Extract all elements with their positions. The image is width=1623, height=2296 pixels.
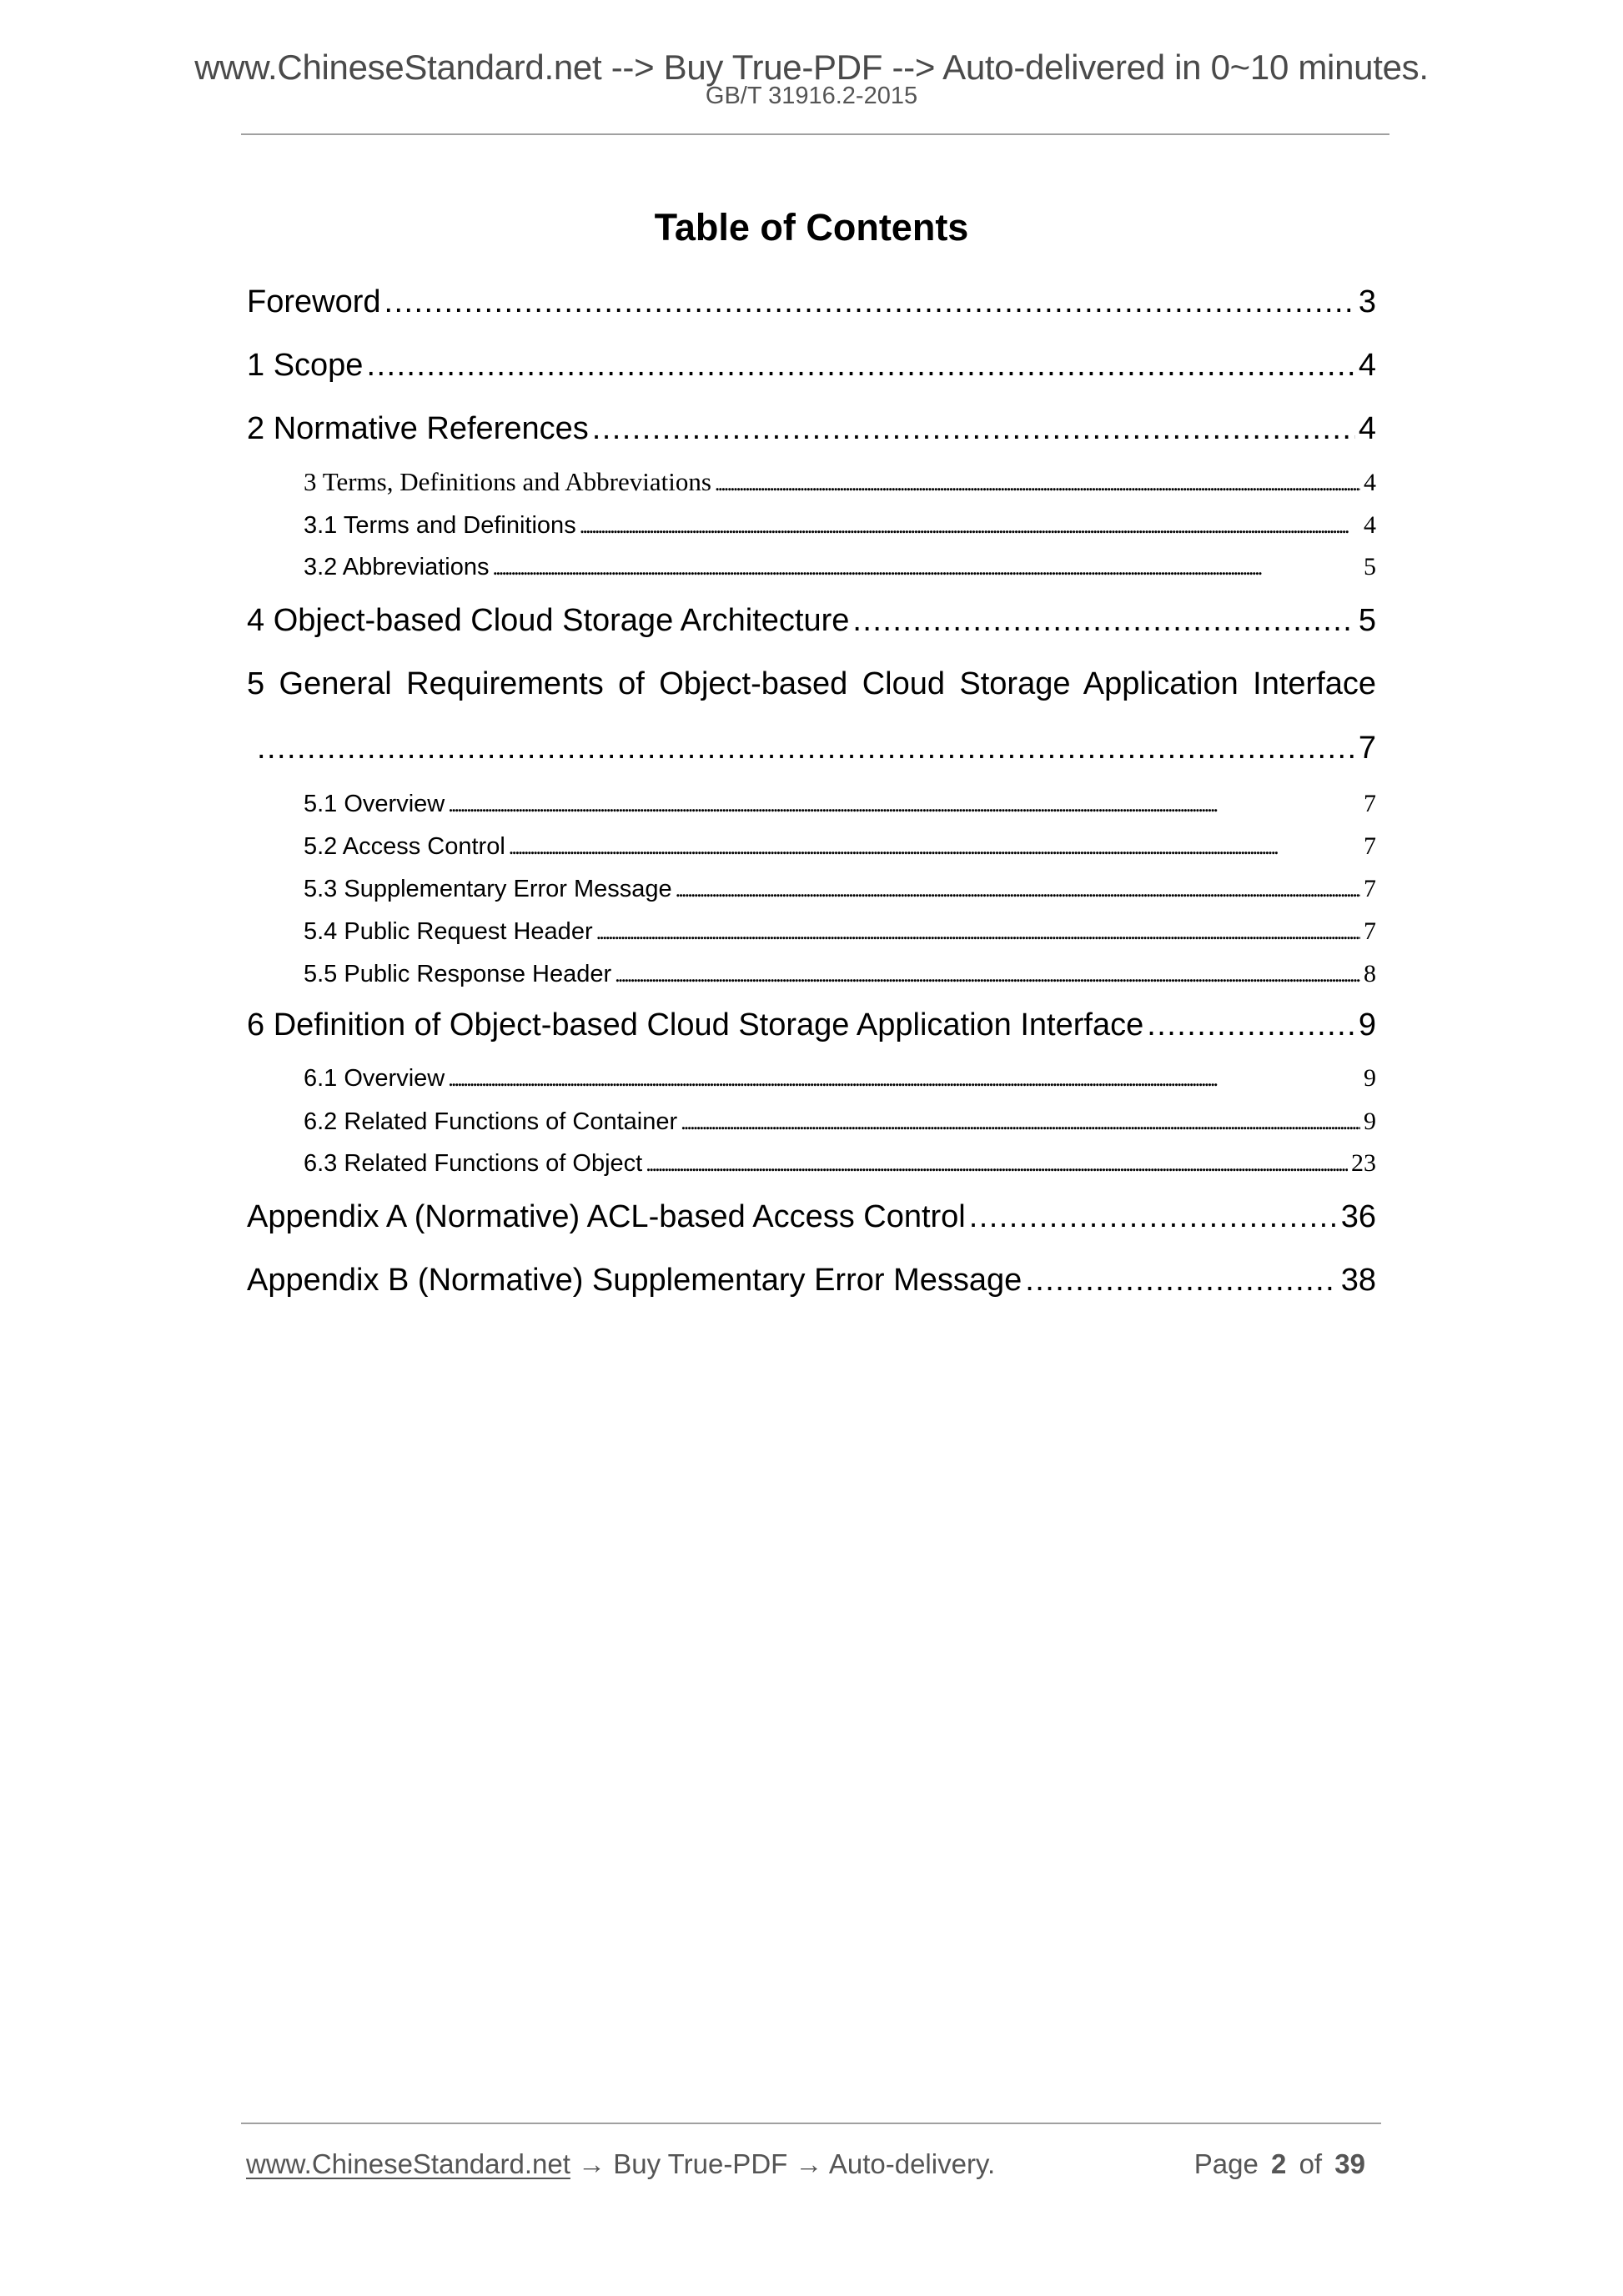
dot-leader — [596, 920, 1360, 944]
toc-entry[interactable] — [247, 1264, 1376, 1296]
toc-page-number: 9 — [1358, 1007, 1376, 1042]
page-total: 39 — [1334, 2148, 1365, 2179]
header-banner: www.ChineseStandard.net --> Buy True-PDF --> Auto-delivered in 0~10 minutes. — [194, 48, 1429, 87]
toc-entry[interactable] — [304, 1109, 1376, 1134]
toc-page-number: 38 — [1340, 1263, 1376, 1298]
toc-entry[interactable] — [247, 605, 1376, 636]
toc-page-number: 7 — [1364, 790, 1376, 817]
toc-page-number: 5 — [1358, 603, 1376, 638]
footer-buy-text: Buy True-PDF — [613, 2148, 788, 2179]
toc-entry-label: 6.3 Related Functions of Object — [304, 1150, 643, 1177]
footer-promo — [246, 2150, 995, 2178]
toc-page-number: 5 — [1364, 553, 1376, 580]
toc-page-number: 7 — [1364, 917, 1376, 945]
toc-entry[interactable] — [247, 1201, 1376, 1233]
toc-entry-label: 6 Definition of Object-based Cloud Storage Application Interface — [247, 1007, 1144, 1042]
toc-entry[interactable] — [304, 555, 1376, 580]
toc-page-number: 36 — [1340, 1199, 1376, 1234]
page-title: Table of Contents — [654, 206, 969, 249]
toc-page-number: 23 — [1351, 1149, 1376, 1177]
toc-entry[interactable] — [304, 513, 1376, 538]
dot-leader — [448, 1067, 1360, 1091]
toc-entry[interactable] — [247, 413, 1376, 445]
toc-entry[interactable] — [304, 1066, 1376, 1091]
toc-entry-label: 5.1 Overview — [304, 791, 445, 817]
page-indicator — [1194, 2150, 1365, 2178]
footer-delivery-text: Auto-delivery. — [828, 2148, 996, 2179]
toc-page-number: 4 — [1364, 469, 1376, 496]
toc-entry-label: 3.2 Abbreviations — [304, 554, 490, 580]
arrow-right-icon: → — [578, 2148, 606, 2179]
toc-entry-label: 5.5 Public Response Header — [304, 961, 612, 987]
toc-page-number: 7 — [1364, 832, 1376, 860]
toc-entry-label: 5.4 Public Request Header — [304, 918, 593, 945]
toc-entry-label: 5.2 Access Control — [304, 833, 505, 860]
dot-leader — [681, 1110, 1360, 1134]
toc-entry[interactable] — [304, 1151, 1376, 1176]
toc-entry-label: 3 Terms, Definitions and Abbreviations — [304, 467, 711, 496]
toc-entry-label: 3.1 Terms and Definitions — [304, 512, 576, 539]
dot-leader — [384, 286, 1355, 318]
dot-leader — [715, 471, 1360, 495]
footer-website-link[interactable]: www.ChineseStandard.net — [246, 2148, 570, 2179]
dot-leader — [1025, 1264, 1337, 1296]
dot-leader — [592, 413, 1355, 445]
dot-leader — [509, 835, 1360, 859]
toc-entry[interactable] — [304, 834, 1376, 859]
toc-entry-label: 6.1 Overview — [304, 1065, 445, 1092]
footer-divider — [241, 2123, 1381, 2124]
dot-leader — [492, 555, 1360, 580]
page-label: Page — [1193, 2148, 1259, 2179]
dot-leader — [852, 605, 1354, 636]
toc-entry[interactable] — [304, 791, 1376, 816]
toc-entry[interactable] — [247, 1009, 1376, 1041]
dot-leader — [615, 962, 1360, 987]
toc-entry[interactable] — [304, 962, 1376, 987]
dot-leader — [580, 514, 1360, 538]
toc-page-number: 8 — [1364, 960, 1376, 987]
toc-entry-label: 4 Object-based Cloud Storage Architecture — [247, 603, 850, 638]
toc-entry[interactable] — [247, 286, 1376, 318]
dot-leader — [366, 349, 1354, 381]
toc-entry-label: 5.3 Supplementary Error Message — [304, 876, 672, 902]
toc-page-number: 7 — [1364, 875, 1376, 902]
toc-page-number: 4 — [1358, 348, 1376, 383]
toc-page-number: 9 — [1364, 1064, 1376, 1092]
toc-entry-label: Foreword — [247, 284, 381, 319]
page-current: 2 — [1271, 2148, 1287, 2179]
toc-entry-continuation[interactable] — [257, 732, 1376, 764]
arrow-right-icon: → — [795, 2148, 823, 2179]
toc-entry-label: 2 Normative References — [247, 411, 589, 446]
toc-page-number: 4 — [1358, 411, 1376, 446]
toc-entry-label: Appendix B (Normative) Supplementary Error Message — [247, 1263, 1023, 1298]
toc-page-number: 4 — [1364, 511, 1376, 539]
dot-leader — [969, 1201, 1338, 1233]
dot-leader — [1147, 1009, 1355, 1041]
dot-leader — [676, 877, 1360, 902]
page-of-label: of — [1299, 2148, 1323, 2179]
toc-page-number: 3 — [1358, 284, 1376, 319]
toc-entry[interactable] — [247, 349, 1376, 381]
toc-entry[interactable] — [304, 919, 1376, 944]
toc-entry-label: 6.2 Related Functions of Container — [304, 1108, 678, 1135]
toc-entry-label: Appendix A (Normative) ACL-based Access Control — [247, 1199, 966, 1234]
standard-id: GB/T 31916.2-2015 — [705, 83, 918, 109]
toc-page-number: 9 — [1364, 1108, 1376, 1135]
toc-entry[interactable] — [304, 877, 1376, 902]
toc-entry-label: 1 Scope — [247, 348, 364, 383]
toc-entry[interactable] — [304, 467, 1376, 496]
header-divider — [241, 133, 1389, 135]
toc-entry-link[interactable]: 5 General Requirements of Object-based Cloud Storage Application Interface — [247, 666, 1376, 701]
dot-leader — [448, 792, 1360, 816]
toc-page-number: 7 — [1358, 731, 1376, 766]
dot-leader — [257, 732, 1355, 764]
dot-leader — [646, 1152, 1348, 1176]
